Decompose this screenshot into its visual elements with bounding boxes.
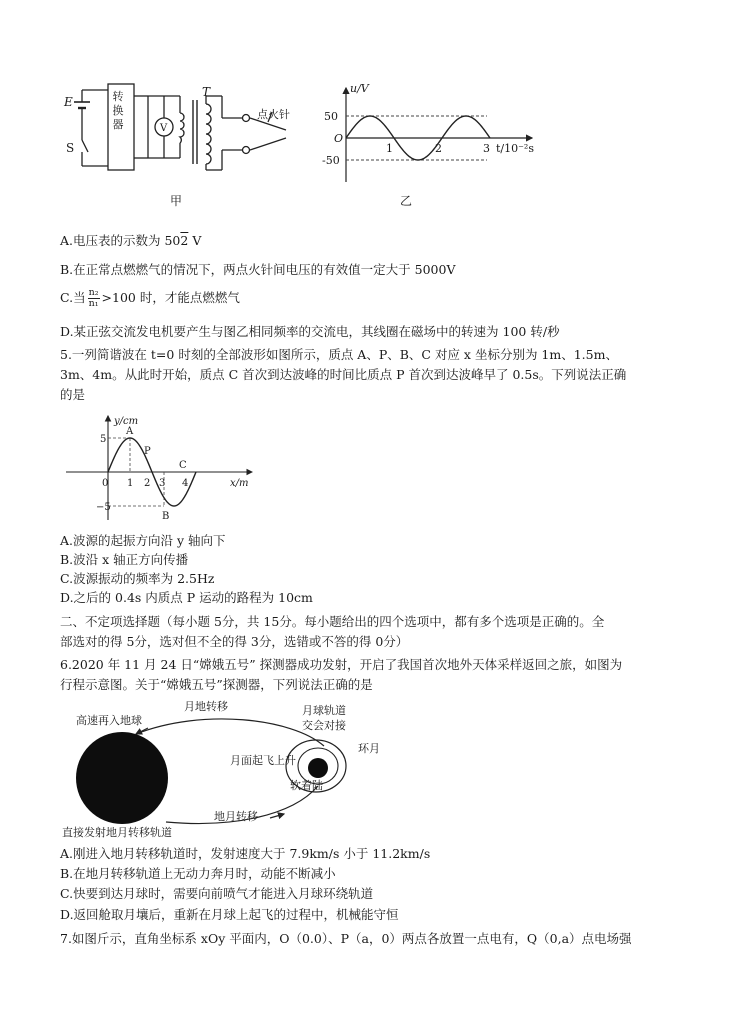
origin-label: O [334,132,344,145]
tick-3: 3 [483,142,490,155]
tick-2: 2 [435,142,442,155]
moon [308,758,328,778]
wave-figure [62,410,262,525]
transformer-label: T [202,85,211,99]
q6-option-b: B.在地月转移轨道上无动力奔月时，动能不断减小 [60,866,336,881]
tick-1: 1 [386,142,393,155]
wave-tick-1: 1 [127,478,134,489]
label-earth-moon: 地月转移 [214,810,258,823]
q6-option-a: A.刚进入地月转移轨道时，发射速度大于 7.9km/s 小于 11.2km/s [60,846,431,861]
label-direct: 直接发射地月转移轨道 [62,826,172,839]
point-b: B [162,511,170,522]
battery-label: E [64,95,73,109]
ignition-label: 点火针 [257,108,290,121]
orbit-figure [62,698,382,840]
q7-stem: 7.如图斤示，直角坐标系 xOy 平面内，O（0.0）、P（a，0）两点各放置一点电有，Q（0,a）点电场强 [60,931,632,946]
q5-option-b: B.波沿 x 轴正方向传播 [60,552,189,567]
switch-label: S [66,141,75,155]
label-landing: 软着陆 [290,779,323,792]
q5-option-c: C.波源振动的频率为 2.5Hz [60,571,215,586]
q5-stem-1: 5.一列简谐波在 t=0 时刻的全部波形如图所示，质点 A、P、B、C 对应 x 坐标分别为 1m、1.5m、 [60,347,618,362]
x-axis-label: t/10⁻²s [496,142,534,155]
turns-ratio: $\frac{\text{n₂}}{\text{n₁}}$ [88,287,99,309]
q6-stem-1: 6.2020 年 11 月 24 日“嫦娥五号” 探测器成功发射，开启了我国首次地外天体采样返回之旅，如图为 [60,657,623,672]
q4-option-b: B.在正常点燃燃气的情况下，两点火针间电压的有效值一定大于 5000V [60,262,456,277]
circuit-figure [60,78,320,213]
q5-option-a: A.波源的起振方向沿 y 轴向下 [60,533,226,548]
wave-tick-2: 2 [144,478,151,489]
sqrt-value: 2 [180,233,189,248]
wave-tick-neg5: −5 [96,502,111,513]
wave-y-label: y/cm [114,416,139,427]
point-c: C [179,460,187,471]
converter-text: 转换器 [112,90,124,131]
label-moon-earth: 月地转移 [184,700,228,713]
point-a: A [126,426,134,437]
section2-line-2: 部选对的得 5分，选对但不全的得 3分，选错或不答的得 0分） [60,634,409,649]
wave-origin: 0 [102,478,109,489]
q6-option-d: D.返回舱取月壤后，重新在月球上起飞的过程中，机械能守恒 [60,907,399,922]
caption-yi: 乙 [400,194,413,208]
q6-stem-2: 行程示意图。关于“嫦娥五号”探测器，下列说法正确的是 [60,677,373,692]
label-rendezvous-1: 月球轨道 [302,704,346,717]
q4-option-d: D.某正弦交流发电机要产生与图乙相同频率的交流电，其线圈在磁场中的转速为 100 转/秒 [60,324,560,339]
q4-option-a: A.电压表的示数为 502 V [60,233,202,248]
wave-tick-5: 5 [100,434,107,445]
q5-option-d: D.之后的 0.4s 内质点 P 运动的路程为 10cm [60,590,313,605]
point-p: P [144,446,151,457]
voltmeter-label: V [160,123,168,134]
y-axis-label: u/V [350,82,369,95]
q6-option-c: C.快要到达月球时，需要向前喷气才能进入月球环绕轨道 [60,886,374,901]
q4-option-c: C.当 $\frac{\text{n₂}}{\text{n₁}}$ >100 时，才能点燃燃气 [60,287,240,309]
section2-line-1: 二、不定项选择题（每小题 5分，共 15分。每小题给出的四个选项中，都有多个选项是正确的。全 [60,614,605,629]
label-rendezvous-2: 交会对接 [302,719,346,732]
label-lunar-orbit: 环月 [358,742,380,755]
q5-stem-2: 3m、4m。从此时开始，质点 C 首次到达波峰的时间比质点 P 首次到达波峰早了 0.5s。下列说法正确 [60,367,627,382]
wave-tick-4: 4 [182,478,189,489]
label-reentry: 高速再入地球 [76,714,142,727]
caption-jia: 甲 [170,194,183,208]
q5-stem-3: 的是 [60,387,86,402]
tick-50: 50 [324,110,338,123]
wave-tick-3: 3 [159,478,166,489]
tick-neg50: -50 [322,154,340,167]
voltage-chart [322,78,552,213]
earth [76,732,168,824]
label-liftoff: 月面起飞上升 [230,754,296,767]
wave-x-label: x/m [230,478,249,489]
